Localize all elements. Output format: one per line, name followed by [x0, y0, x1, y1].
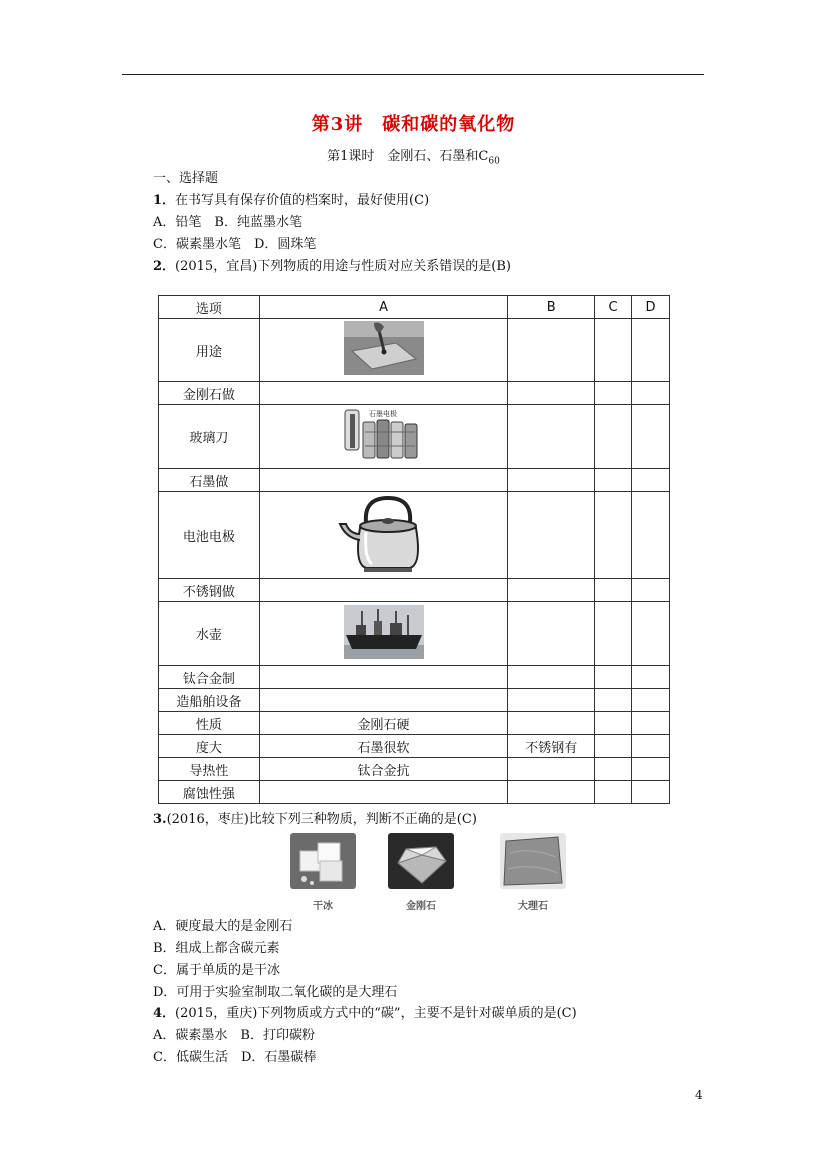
q3-option-b: B．组成上都含碳元素 [153, 941, 280, 956]
q4-options-cd: C．低碳生活 D．石墨碳棒 [153, 1050, 317, 1065]
empty-cell [508, 492, 595, 579]
dry-ice-caption: 干冰 [313, 901, 333, 912]
empty-cell [508, 319, 595, 382]
empty-cell [508, 689, 595, 712]
empty-cell [259, 469, 508, 492]
q3-number: 3. [153, 812, 167, 827]
table-row [159, 712, 670, 735]
table-cell: 石墨很软 [259, 735, 508, 758]
header-rule [122, 74, 704, 75]
page-title: 第3讲 碳和碳的氧化物 [311, 114, 516, 135]
section-heading: 一、选择题 [153, 171, 219, 186]
row-label: 度大 [159, 735, 260, 758]
empty-cell [508, 579, 595, 602]
table-row [159, 382, 670, 405]
header-cell: D [632, 296, 670, 319]
empty-cell [595, 758, 632, 781]
empty-cell [508, 382, 595, 405]
kettle-image [336, 492, 432, 574]
row-label: 钛合金制 [159, 666, 260, 689]
marble-figure [500, 833, 566, 912]
empty-cell [595, 602, 632, 666]
empty-cell [508, 712, 595, 735]
empty-cell [508, 469, 595, 492]
empty-cell [595, 405, 632, 469]
empty-cell [632, 689, 670, 712]
table-row [159, 579, 670, 602]
empty-cell [632, 758, 670, 781]
empty-cell [632, 579, 670, 602]
empty-cell [259, 689, 508, 712]
empty-cell [595, 781, 632, 804]
q4-number: 4． [153, 1006, 176, 1021]
empty-cell [595, 666, 632, 689]
row-label: 导热性 [159, 758, 260, 781]
cell-image [259, 405, 508, 469]
row-label: 水壶 [159, 602, 260, 666]
subtitle-text: 第1课时 金刚石、石墨和C [327, 149, 489, 164]
row-label: 电池电极 [159, 492, 260, 579]
q1-number: 1． [153, 193, 176, 208]
dry-ice-image [290, 833, 356, 889]
empty-cell [595, 689, 632, 712]
diamond-figure [388, 833, 454, 912]
table-row [159, 602, 670, 666]
empty-cell [632, 492, 670, 579]
q1-stem [153, 189, 429, 208]
empty-cell [632, 781, 670, 804]
q3-figures [288, 833, 568, 913]
q2-number: 2． [153, 259, 176, 274]
header-cell: B [508, 296, 595, 319]
empty-cell [632, 712, 670, 735]
empty-cell [508, 758, 595, 781]
empty-cell [595, 579, 632, 602]
table-cell: 不锈钢有 [508, 735, 595, 758]
table-row [159, 666, 670, 689]
table-row [159, 319, 670, 382]
empty-cell [508, 602, 595, 666]
q1-text: 在书写具有保存价值的档案时，最好使用(C) [175, 193, 430, 208]
row-label: 性质 [159, 712, 260, 735]
table-header-row [159, 296, 670, 319]
empty-cell [595, 735, 632, 758]
header-cell: A [259, 296, 508, 319]
empty-cell [259, 666, 508, 689]
q4-text: (2015，重庆)下列物质或方式中的“碳”，主要不是针对碳单质的是(C) [175, 1006, 577, 1021]
cell-image [259, 492, 508, 579]
row-label: 用途 [159, 319, 260, 382]
header-cell: C [595, 296, 632, 319]
q1-options-cd: C．碳素墨水笔 D．圆珠笔 [153, 237, 317, 252]
row-label: 金刚石做 [159, 382, 260, 405]
row-label: 玻璃刀 [159, 405, 260, 469]
glass-cutter-image [344, 321, 424, 375]
empty-cell [595, 712, 632, 735]
empty-cell [595, 469, 632, 492]
q3-option-a: A．硬度最大的是金刚石 [153, 919, 293, 934]
diamond-caption: 金刚石 [406, 901, 436, 912]
subtitle-subscript: 60 [488, 156, 500, 167]
empty-cell [259, 382, 508, 405]
table-row [159, 781, 670, 804]
q2-stem [153, 255, 511, 274]
empty-cell [595, 382, 632, 405]
cell-image [259, 319, 508, 382]
empty-cell [595, 492, 632, 579]
row-label: 腐蚀性强 [159, 781, 260, 804]
q3-option-d: D．可用于实验室制取二氧化碳的是大理石 [153, 985, 398, 1000]
empty-cell [632, 382, 670, 405]
battery-label: 石墨电极 [368, 409, 397, 418]
dry-ice-figure [290, 833, 356, 912]
q3-option-c: C．属于单质的是干冰 [153, 963, 280, 978]
empty-cell [259, 781, 508, 804]
page-number: 4 [695, 1088, 703, 1102]
row-label: 石墨做 [159, 469, 260, 492]
table-row [159, 758, 670, 781]
diamond-image [388, 833, 454, 889]
table-row [159, 492, 670, 579]
table-cell: 金刚石硬 [259, 712, 508, 735]
row-label: 造船舶设备 [159, 689, 260, 712]
q2-table [158, 295, 670, 804]
empty-cell [632, 319, 670, 382]
q1-options-ab: A．铅笔 B．纯蓝墨水笔 [153, 215, 302, 230]
table-row [159, 735, 670, 758]
header-cell: 选项 [159, 296, 260, 319]
empty-cell [595, 319, 632, 382]
empty-cell [508, 781, 595, 804]
battery-image [341, 406, 427, 464]
empty-cell [259, 579, 508, 602]
q3-text: (2016，枣庄)比较下列三种物质，判断不正确的是(C) [166, 812, 477, 827]
ship-image [344, 605, 424, 659]
table-row [159, 689, 670, 712]
marble-image [500, 833, 566, 889]
lesson-subtitle [0, 145, 827, 167]
cell-image [259, 602, 508, 666]
table-row [159, 469, 670, 492]
empty-cell [632, 666, 670, 689]
empty-cell [632, 602, 670, 666]
empty-cell [508, 405, 595, 469]
empty-cell [632, 469, 670, 492]
marble-caption: 大理石 [518, 901, 548, 912]
empty-cell [508, 666, 595, 689]
q3-stem [153, 808, 477, 827]
table-row [159, 405, 670, 469]
row-label: 不锈钢做 [159, 579, 260, 602]
q4-options-ab: A．碳素墨水 B．打印碳粉 [153, 1028, 315, 1043]
q2-text: (2015，宜昌)下列物质的用途与性质对应关系错误的是(B) [175, 259, 511, 274]
table-cell: 钛合金抗 [259, 758, 508, 781]
empty-cell [632, 405, 670, 469]
empty-cell [632, 735, 670, 758]
q4-stem [153, 1002, 577, 1021]
